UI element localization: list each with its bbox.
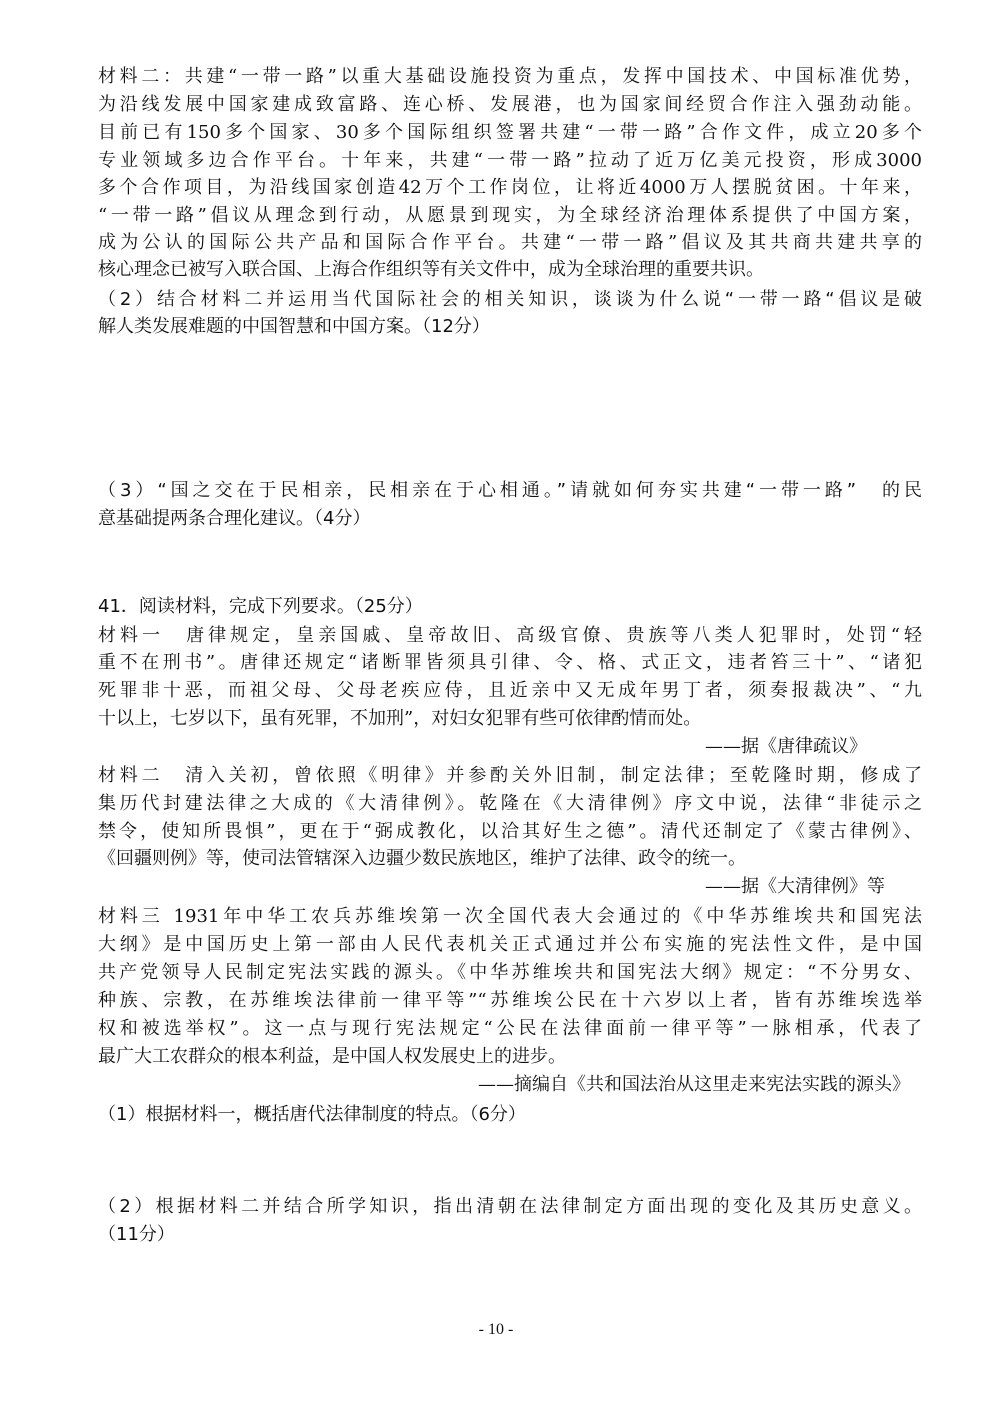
- material-line: 重不在刑书”。唐律还规定“诸断罪皆须具引律、令、格、式正文，违者笞三十”、“诸犯: [98, 652, 922, 673]
- material-line: 为沿线发展中国家建成致富路、连心桥、发展港，也为国家间经贸合作注入强劲动能。: [98, 94, 922, 115]
- material-line: 共产党领导人民制定宪法实践的源头。《中华苏维埃共和国宪法大纲》规定：“不分男女、: [98, 962, 922, 983]
- question-line: （2）根据材料二并结合所学知识，指出清朝在法律制定方面出现的变化及其历史意义。: [98, 1196, 922, 1217]
- page-number: - 10 -: [478, 1321, 514, 1338]
- question-line: （11分）: [98, 1224, 175, 1245]
- material-line: 禁令，使知所畏惧”，更在于“弼成教化，以洽其好生之德”。清代还制定了《蒙古律例》、: [98, 821, 922, 842]
- material-line: 材料二 清入关初，曾依照《明律》并参酌关外旧制，制定法律；至乾隆时期，修成了: [98, 765, 922, 786]
- question-line: （2）结合材料二并运用当代国际社会的相关知识，谈谈为什么说“一带一路“倡议是破: [98, 289, 922, 310]
- q41-header: 41．阅读材料，完成下列要求。（25分）: [98, 596, 423, 617]
- material-line: 目前已有150多个国家、30多个国际组织签署共建“一带一路”合作文件，成立20多个: [98, 122, 922, 143]
- material-line: 核心理念已被写入联合国、上海合作组织等有关文件中，成为全球治理的重要共识。: [98, 259, 764, 280]
- material-line: 材料三 1931年中华工农兵苏维埃第一次全国代表大会通过的《中华苏维埃共和国宪法: [98, 906, 922, 927]
- material-line: 死罪非十恶，而祖父母、父母老疾应侍，且近亲中又无成年男丁者，须奏报裁决”、“九: [98, 680, 922, 701]
- material-line: 最广大工农群众的根本利益，是中国人权发展史上的进步。: [98, 1046, 566, 1067]
- material-line: 《回疆则例》等，使司法管辖深入边疆少数民族地区，维护了法律、政令的统一。: [98, 848, 746, 869]
- material-source: ——据《唐律疏议》: [705, 736, 867, 757]
- material-line: 材料一 唐律规定，皇亲国戚、皇帝故旧、高级官僚、贵族等八类人犯罪时，处罚“轻: [98, 625, 922, 646]
- material-line: “一带一路”倡议从理念到行动，从愿景到现实，为全球经济治理体系提供了中国方案，: [98, 205, 922, 226]
- material-source: ——据《大清律例》等: [705, 876, 885, 897]
- material-source: ——摘编自《共和国法治从这里走来宪法实践的源头》: [478, 1074, 910, 1095]
- material-line: 权和被选举权”。这一点与现行宪法规定“公民在法律面前一律平等”一脉相承，代表了: [98, 1018, 922, 1039]
- material-line: 十以上，七岁以下，虽有死罪，不加刑”，对妇女犯罪有些可依律酌情而处。: [98, 708, 702, 729]
- material-line: 多个合作项目，为沿线国家创造42万个工作岗位，让将近4000万人摆脱贫困。十年来，: [98, 177, 922, 198]
- material-line: 专业领域多边合作平台。十年来，共建“一带一路”拉动了近万亿美元投资，形成3000: [98, 150, 922, 171]
- question-line: 解人类发展难题的中国智慧和中国方案。（12分）: [98, 316, 490, 337]
- material-line: 集历代封建法律之大成的《大清律例》。乾隆在《大清律例》序文中说，法律“非徒示之: [98, 793, 922, 814]
- material-line: 大纲》是中国历史上第一部由人民代表机关正式通过并公布实施的宪法性文件，是中国: [98, 934, 922, 955]
- question-line: 意基础提两条合理化建议。（4分）: [98, 508, 371, 529]
- material-line: 种族、宗教，在苏维埃法律前一律平等”“苏维埃公民在十六岁以上者，皆有苏维埃选举: [98, 990, 922, 1011]
- q41-question-1: （1）根据材料一，概括唐代法律制度的特点。（6分）: [98, 1104, 526, 1125]
- material-line: 材料二：共建“一带一路”以重大基础设施投资为重点，发挥中国技术、中国标准优势，: [98, 66, 922, 87]
- question-line: （3）“国之交在于民相亲，民相亲在于心相通。”请就如何夯实共建“一带一路” 的民: [98, 480, 922, 501]
- material-line: 成为公认的国际公共产品和国际合作平台。共建“一带一路”倡议及其共商共建共享的: [98, 232, 922, 253]
